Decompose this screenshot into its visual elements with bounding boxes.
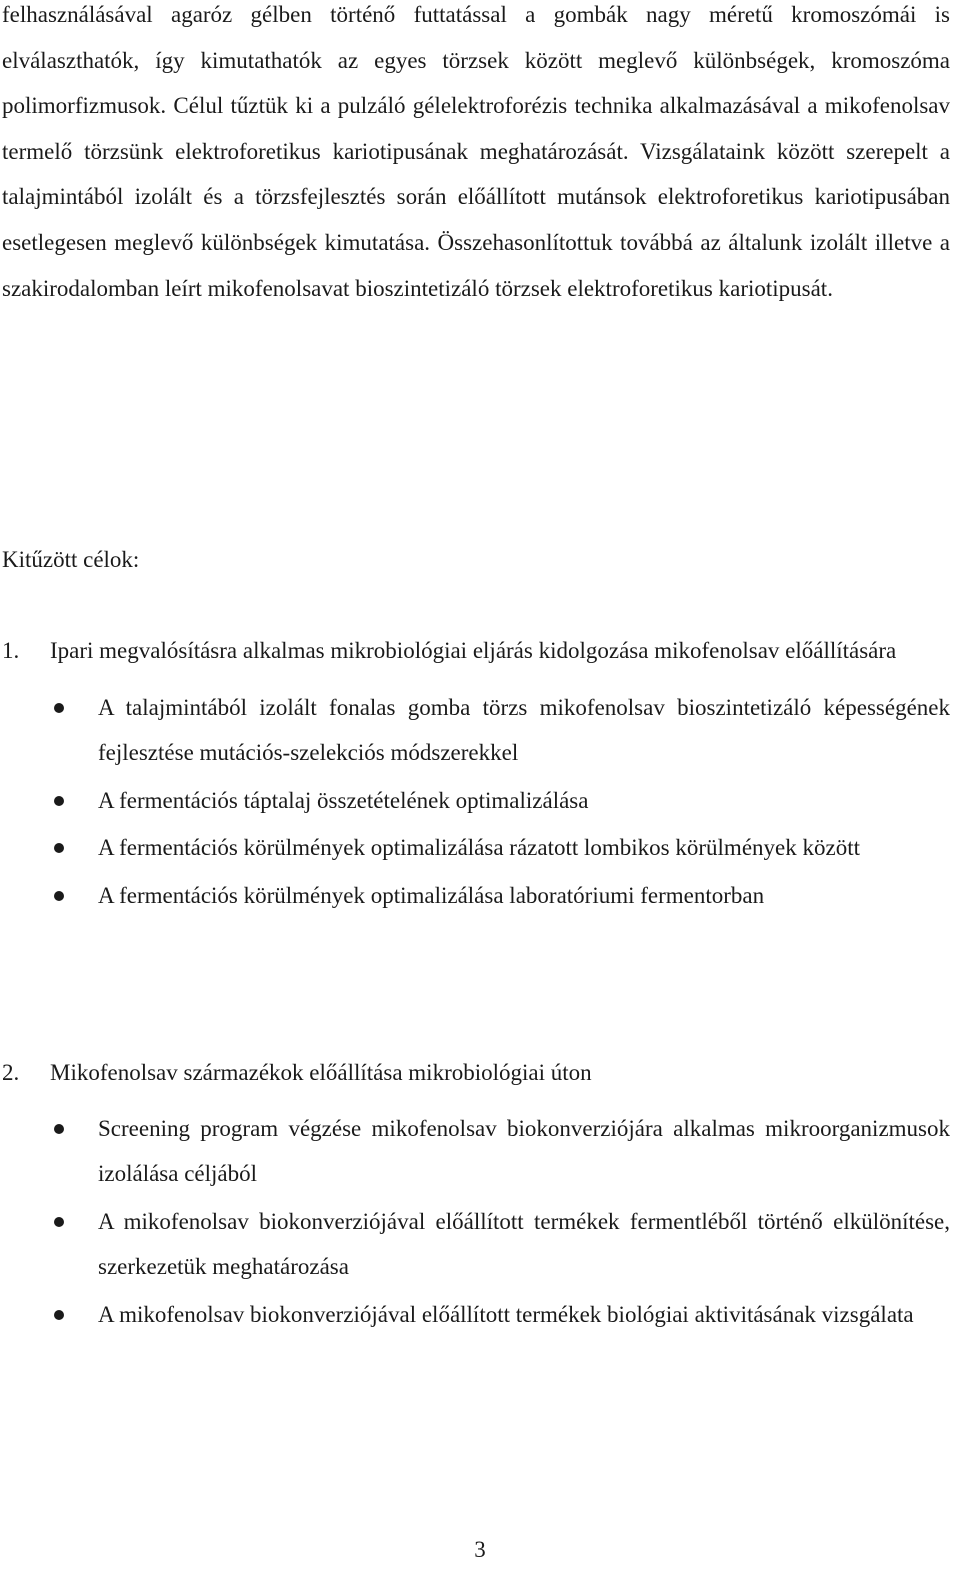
bullet-icon bbox=[54, 796, 64, 806]
bullet-icon bbox=[54, 843, 64, 853]
page-number: 3 bbox=[474, 1537, 486, 1562]
bullet-icon bbox=[54, 1124, 64, 1134]
section-heading: Kitűzött célok: bbox=[2, 547, 140, 572]
bullet-icon bbox=[54, 1310, 64, 1320]
list-item-text: A talajmintából izolált fonalas gomba törzs mikofenolsav bioszintetizáló képességének fejlesztése mutációs-szelekciós módszerekkel bbox=[98, 694, 950, 766]
goal-2-title: Mikofenolsav származékok előállítása mikrobiológiai úton bbox=[50, 1060, 592, 1085]
list-item bbox=[2, 1106, 950, 1197]
goal-2-number: 2. bbox=[2, 1060, 20, 1085]
list-item bbox=[2, 873, 950, 919]
goal-1 bbox=[2, 628, 950, 919]
list-item bbox=[2, 778, 950, 824]
goal-1-header bbox=[2, 628, 950, 674]
list-item-text: Screening program végzése mikofenolsav biokonverziójára alkalmas mikroorganizmusok izolálása céljából bbox=[98, 1115, 950, 1187]
list-item bbox=[2, 1292, 950, 1338]
goal-1-title: Ipari megvalósításra alkalmas mikrobiológiai eljárás kidolgozása mikofenolsav előállítására bbox=[50, 638, 897, 663]
goal-2-list bbox=[2, 1106, 950, 1338]
list-item bbox=[2, 685, 950, 776]
list-item-text: A fermentációs körülmények optimalizálása rázatott lombikos körülmények között bbox=[98, 835, 860, 861]
bullet-icon bbox=[54, 1217, 64, 1227]
goal-2 bbox=[2, 1050, 950, 1338]
list-item-text: A fermentációs táptalaj összetételének optimalizálása bbox=[98, 787, 589, 813]
bullet-icon bbox=[54, 703, 64, 713]
goal-1-number: 1. bbox=[2, 638, 20, 663]
list-item-text: A fermentációs körülmények optimalizálása laboratóriumi fermentorban bbox=[98, 882, 765, 908]
list-item bbox=[2, 1199, 950, 1290]
list-item-text: A mikofenolsav biokonverziójával előállított termékek fermentléből történő elkülönítése, szerkezetük meghatározása bbox=[98, 1208, 950, 1280]
goal-2-header bbox=[2, 1050, 950, 1096]
bullet-icon bbox=[54, 891, 64, 901]
goal-1-list bbox=[2, 685, 950, 919]
intro-paragraph: felhasználásával agaróz gélben történő futtatással a gombák nagy méretű kromoszómái is elválaszthatók, így kimutathatók az egyes törzsek között meglevő különbségek, kromoszóma polimorfizmusok. Célul tűztük ki a pulzáló gélelektroforézis technika alkalmazásával a mikofenolsav termelő törzsünk elektroforetikus kariotipusának meghatározását. Vizsgálataink között szerepelt a talajmintából izolált és a törzsfejlesztés során előállított mutánsok elektroforetikus kariotipusában esetlegesen meglevő különbségek kimutatása. Összehasonlítottuk továbbá az általunk izolált illetve a szakirodalomban leírt mikofenolsavat bioszintetizáló törzsek elektroforetikus kariotipusát. bbox=[2, 2, 950, 301]
list-item-text: A mikofenolsav biokonverziójával előállított termékek biológiai aktivitásának vizsgálata bbox=[98, 1301, 914, 1327]
list-item bbox=[2, 825, 950, 871]
